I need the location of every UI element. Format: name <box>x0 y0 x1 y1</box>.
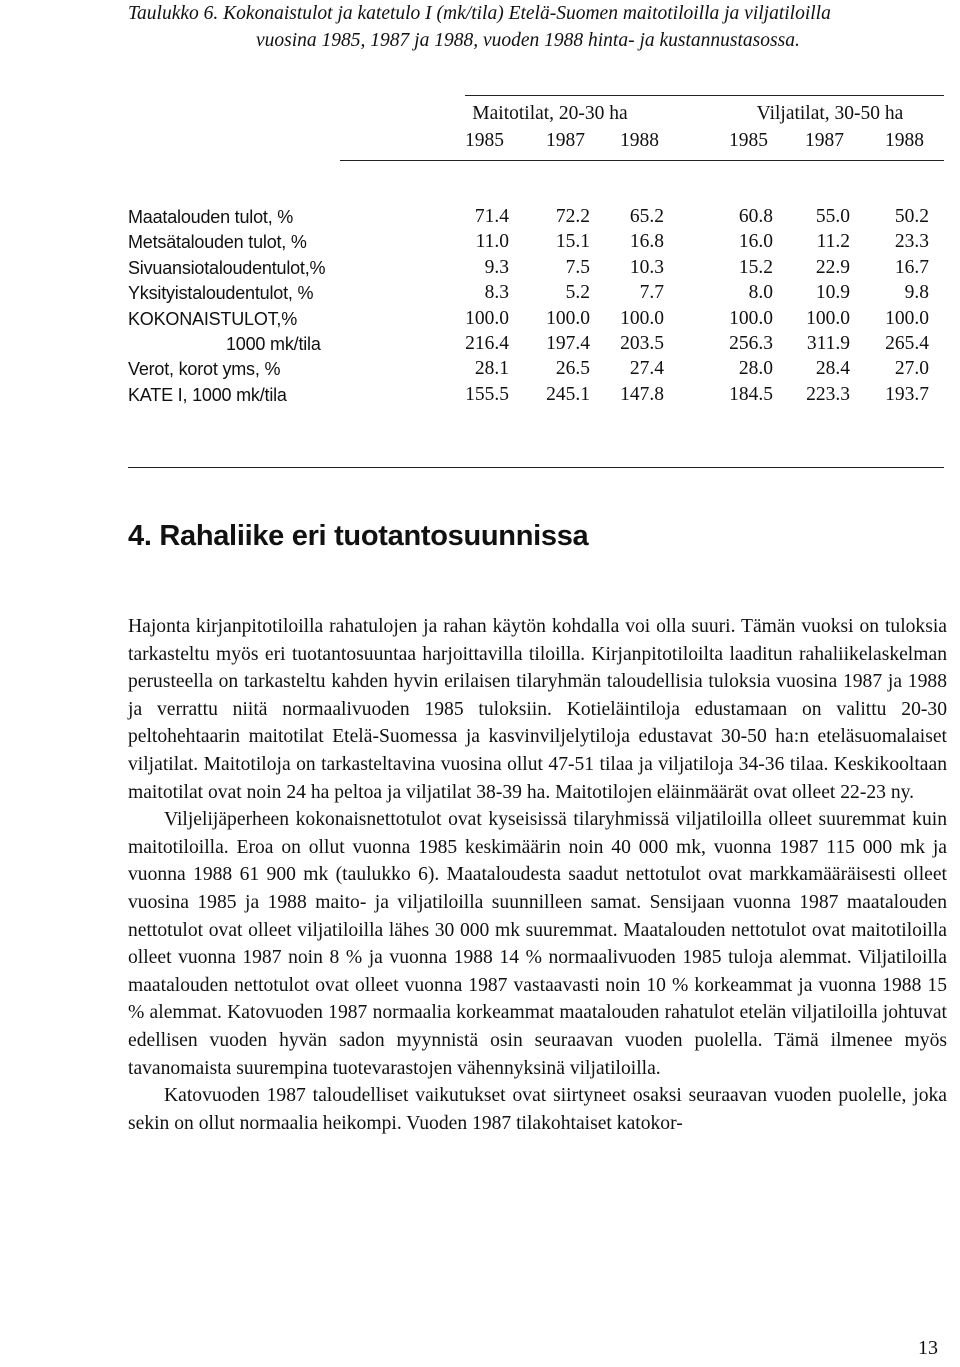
table-cell: 16.8 <box>629 231 664 253</box>
table-cell: 27.4 <box>629 358 664 380</box>
table-cell: 7.7 <box>639 282 664 304</box>
paragraph: Viljelijäperheen kokonaisnettotulot ovat kyseisissä tilaryhmissä viljatiloilla olleet suuremmat kuin maitotiloilla. Eroa on ollut vuonna 1985 keskimäärin noin 40 000 mk, vuonna 1987 115 000 mk ja vuonna 1988 61 900 mk (taulukko 6). Maataloudesta saadut nettotulot ovat markkamääräisesti olleet vuosina 1985 ja 1988 maito- ja viljatiloilla suunnilleen samat. Sensijaan vuonna 1987 maatalouden nettotulot ovat olleet viljatiloilla lähes 30 000 mk suuremmat. Maatalouden nettotulot ovat maitotiloilla olleet vuonna 1987 noin 8 % ja vuonna 1988 14 % normaalivuoden 1985 tuloja alemmat. Viljatiloilla maatalouden nettotulot ovat olleet vuonna 1987 vastaavasti noin 10 % korkeammat ja vuonna 1988 15 % alemmat. Katovuoden 1987 normaalia korkeammat maatalouden rahatulot etelän viljatiloilla johtuvat edellisen vuoden hyvän sadon myynnistä osin seuraavan vuoden puolella. Tämä ilmenee myös tavanomaista suurempina tuotevarastojen vähennyksinä viljatiloilla. <box>128 809 947 1079</box>
table-cell: 245.1 <box>546 383 590 405</box>
table-cell: 223.3 <box>806 383 850 405</box>
table-cell: 9.3 <box>484 256 509 278</box>
table-cell: 50.2 <box>894 206 929 227</box>
table-cell: 11.0 <box>475 231 509 253</box>
table-cell: 71.4 <box>474 206 509 227</box>
table-cell: 100.0 <box>465 307 509 329</box>
table-cell: 216.4 <box>465 333 509 354</box>
row-label: 1000 mk/tila <box>226 334 321 354</box>
table-cell: 8.3 <box>484 282 509 304</box>
table-cell: 100.0 <box>885 307 929 329</box>
table-cell: 22.9 <box>815 256 850 278</box>
row-label: KOKONAISTULOT,% <box>128 308 298 329</box>
table-cell: 197.4 <box>546 333 590 354</box>
row-label: Maatalouden tulot, % <box>128 207 294 227</box>
page-number: 13 <box>918 1337 938 1359</box>
table-cell: 15.2 <box>738 256 773 278</box>
row-label: Verot, korot yms, % <box>128 359 281 380</box>
caption-line-1: Taulukko 6. Kokonaistulot ja katetulo I (mk/tila) Etelä-Suomen maitotiloilla ja viljatiloilla <box>128 3 831 24</box>
table-cell: 9.8 <box>904 282 929 304</box>
table-bottom-rule <box>128 467 944 468</box>
row-label: KATE I, 1000 mk/tila <box>128 384 287 405</box>
table-cell: 203.5 <box>620 333 664 354</box>
table-cell: 28.0 <box>738 358 773 380</box>
table-cell: 15.1 <box>555 231 590 253</box>
year-header: 1988 <box>885 130 924 151</box>
table-cell: 100.0 <box>806 307 850 329</box>
table-cell: 16.0 <box>738 231 773 253</box>
table-cell: 147.8 <box>620 383 664 405</box>
table-cell: 72.2 <box>555 206 590 227</box>
group-header-maitotilat: Maitotilat, 20-30 ha <box>472 103 628 124</box>
table-caption <box>128 0 943 54</box>
table-cell: 311.9 <box>806 333 850 354</box>
table-cell: 184.5 <box>729 383 773 405</box>
table-top-rule <box>465 95 944 96</box>
table-cell: 256.3 <box>729 333 773 354</box>
year-header: 1987 <box>546 130 585 151</box>
table-cell: 26.5 <box>555 358 590 380</box>
year-header: 1988 <box>620 130 659 151</box>
caption-line-2: vuosina 1985, 1987 ja 1988, vuoden 1988 hinta- ja kustannustasossa. <box>256 30 800 51</box>
row-label: Yksityistaloudentulot, % <box>128 283 314 304</box>
section-body <box>128 613 947 1137</box>
year-header: 1987 <box>805 130 844 151</box>
table-cell: 16.7 <box>894 256 929 278</box>
row-label: Metsätalouden tulot, % <box>128 232 307 253</box>
table-cell: 23.3 <box>894 231 929 253</box>
table-cell: 60.8 <box>738 206 773 227</box>
paragraph: Katovuoden 1987 taloudelliset vaikutukset ovat siirtyneet osaksi seuraavan vuoden puolelle, joka sekin on ollut normaalia heikompi. Vuoden 1987 tilakohtaiset katokor- <box>128 1085 947 1134</box>
table-cell: 55.0 <box>815 206 850 227</box>
table-cell: 28.4 <box>815 358 850 380</box>
row-label: Sivuansiotaloudentulot,% <box>128 257 326 278</box>
paragraph: Hajonta kirjanpitotiloilla rahatulojen ja rahan käytön kohdalla voi olla suuri. Tämän vuoksi on tuloksia tarkasteltu myös eri tuotantosuuntaa harjoittavilla tiloilla. Kirjanpitotiloilta laaditun rahaliikelaskelman perusteella on tarkasteltu kahden hyvin erilaisen tilaryhmän taloudellisia tuloksia vuosina 1987 ja 1988 ja verrattu niitä normaalivuoden 1985 tuloksiin. Kotieläintiloja edustamaan on valittu 20-30 peltohehtaarin maitotilat Etelä-Suomessa ja kasvinviljelytiloja edustavat 30-50 ha:n eteläsuomalaiset viljatilat. Maitotiloja on tarkasteltavina vuosina ollut 47-51 tilaa ja viljatiloja 34-36 tilaa. Keskikooltaan maitotilat ovat noin 24 ha peltoa ja viljatilat 38-39 ha. Maitotilojen eläinmäärät ovat olleet 22-23 ny. <box>128 616 947 803</box>
table-cell: 5.2 <box>565 282 590 304</box>
year-header: 1985 <box>465 130 504 151</box>
group-header-viljatilat: Viljatilat, 30-50 ha <box>756 103 904 124</box>
table-cell: 10.3 <box>629 256 664 278</box>
table-cell: 8.0 <box>748 282 773 304</box>
table-cell: 265.4 <box>885 333 929 354</box>
table-cell: 11.2 <box>816 231 850 253</box>
table-cell: 155.5 <box>465 383 509 405</box>
table-cell: 27.0 <box>894 358 929 380</box>
table-cell: 100.0 <box>729 307 773 329</box>
section-heading: 4. Rahaliike eri tuotantosuunnissa <box>128 520 589 552</box>
table-cell: 193.7 <box>885 383 929 405</box>
table-cell: 7.5 <box>565 256 590 278</box>
table-cell: 100.0 <box>546 307 590 329</box>
year-header: 1985 <box>729 130 768 151</box>
table-cell: 65.2 <box>629 206 664 227</box>
table-cell: 100.0 <box>620 307 664 329</box>
table-cell: 10.9 <box>815 282 850 304</box>
table-header-rule <box>340 160 944 161</box>
table-cell: 28.1 <box>474 358 509 380</box>
